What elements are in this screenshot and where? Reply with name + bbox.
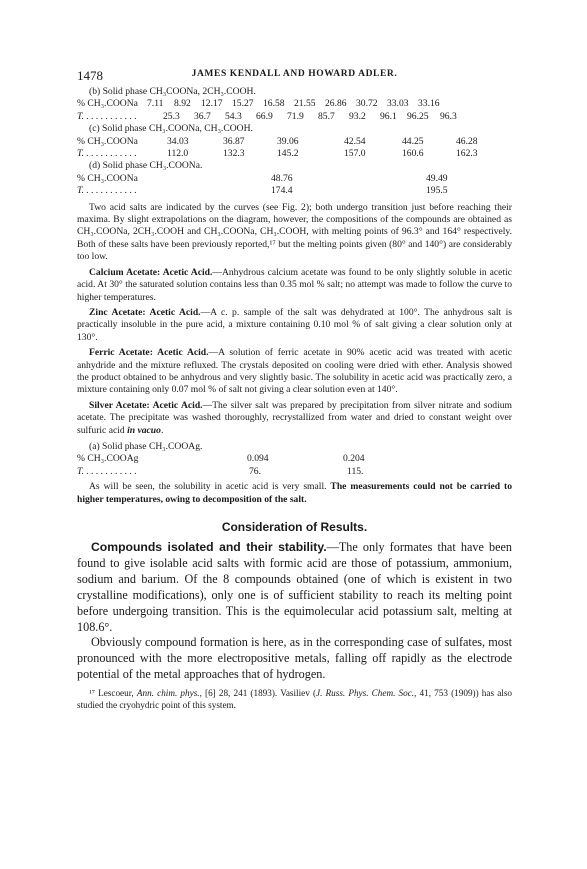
table-d-pct-label: % CH₃.COONa [77, 172, 138, 184]
table-cell: 145.2 [277, 148, 299, 160]
table-c-pct-label: % CH₃.COONa [77, 135, 138, 147]
table-cell: 174.4 [271, 185, 293, 197]
silver-table-pct-row [77, 453, 512, 465]
table-cell: 157.0 [344, 148, 366, 160]
footnote-text: , 41, 753 (1909)) has also studied the cryohydric point of this system. [77, 688, 512, 710]
silver-table [77, 441, 512, 478]
table-cell: 42.54 [344, 135, 366, 147]
table-cell: 34.03 [167, 135, 189, 147]
calcium-heading: Calcium Acetate: Acetic Acid. [89, 266, 213, 278]
zinc-heading: Zinc Acetate: Acetic Acid. [89, 306, 201, 318]
table-cell: 85.7 [318, 110, 335, 122]
table-cell: 195.5 [426, 185, 448, 197]
table-cell: 8.92 [174, 98, 191, 110]
table-c-pct-row [77, 136, 512, 148]
table-b-pct-label: % CH₃.COONa [77, 98, 138, 110]
table-cell: 96.1 [380, 110, 397, 122]
table-d-pct-row [77, 173, 512, 185]
footnote-text: , [6] 28, 241 (1893). Vasiliev ( [199, 688, 317, 699]
paragraph-small-solubility [77, 481, 512, 506]
table-cell: 96.3 [440, 110, 457, 122]
paragraph-zinc [77, 307, 512, 344]
table-cell: 36.7 [194, 110, 211, 122]
table-cell: 36.87 [223, 135, 245, 147]
table-cell: 132.3 [223, 148, 245, 160]
table-c-t-row [77, 148, 512, 160]
table-cell: 48.76 [271, 172, 293, 184]
calcium-text: —Anhydrous calcium acetate was found to be only slightly soluble in acetic acid. At 30° the saturated solution contains less than 0.35 mol % salt; no attempt was made to follow the curve to higher temperatures. [77, 266, 512, 303]
silver-text-end: . [160, 424, 164, 436]
table-cell: 93.2 [349, 110, 366, 122]
table-b-phase: (b) Solid phase CH₃COONa, 2CH₃.COOH. [89, 86, 256, 97]
zinc-text: —A c. p. sample of the salt was dehydrated at 100°. The anhydrous salt is practically insoluble in the pure acid, a mixture containing 0.10 mol % of salt giving a clear solution only at 130°. [77, 306, 512, 343]
table-cell: 15.27 [232, 98, 254, 110]
silver-table-pct-label: % CH₃.COOAg [77, 453, 139, 465]
table-cell: 33.16 [418, 98, 440, 110]
silver-text-italic: in vacuo [127, 424, 161, 436]
table-b-t-label: T. . . . . . . . . . . . [77, 110, 137, 122]
results-text-1: —The only formates that have been found to give isolable acid salts with formic acid are those of potassium, ammonium, sodium and barium. Of the 8 compounds obtained (one of which is existent in two crystalline modifications), only one is of sufficient stability to reach its melting point before undergoing transition. This is the equimolecular acid potassium salt, melting at 108.6°. [77, 540, 512, 634]
page-header [77, 68, 512, 86]
table-cell: 66.9 [256, 110, 273, 122]
table-cell: 76. [249, 465, 261, 477]
paragraph-two-acid: Two acid salts are indicated by the curves (see Fig. 2); both undergo transition just before reaching their maxima. By slight extrapolations on the diagram, however, the compositions of the compounds are obtained as CH₃.COONa, 2CH₃.COOH and CH₃.COONa, CH₃.COOH, with melting points of 96.3° and 164° respectively. Both of these salts have been previously reported,¹⁷ but the melting points given (80° and 140°) are considerably too low. [77, 201, 512, 263]
table-cell: 21.55 [294, 98, 316, 110]
paragraph-ferric [77, 347, 512, 397]
table-cell: 0.094 [247, 453, 269, 465]
footnote-17 [77, 688, 512, 712]
small-solubility-bold: The measurements could not be carried to higher temperatures, owing to decomposition of the salt. [77, 481, 512, 505]
paragraph-calcium [77, 267, 512, 304]
table-cell: 96.25 [407, 110, 429, 122]
page-number: 1478 [77, 68, 103, 83]
table-cell: 7.11 [147, 98, 164, 110]
table-cell: 112.0 [167, 148, 189, 160]
table-b-t-row [77, 111, 512, 123]
ferric-heading: Ferric Acetate: Acetic Acid. [89, 347, 209, 359]
footnote-journal: J. Russ. Phys. Chem. Soc. [316, 688, 415, 699]
table-cell: 0.204 [343, 453, 365, 465]
running-title: JAMES KENDALL AND HOWARD ADLER. [191, 69, 398, 79]
table-cell: 12.17 [201, 98, 223, 110]
data-tables-top [77, 86, 512, 198]
small-solubility-text: As will be seen, the solubility in acetic acid is very small. [89, 481, 331, 493]
paragraph-results-1 [77, 540, 512, 635]
silver-heading: Silver Acetate: Acetic Acid. [89, 399, 203, 411]
table-cell: 160.6 [402, 148, 424, 160]
table-b-pct-row [77, 98, 512, 110]
table-c-t-label: T. . . . . . . . . . . . [77, 148, 137, 160]
results-heading: Compounds isolated and their stability. [91, 540, 327, 554]
table-cell: 162.3 [456, 148, 478, 160]
table-cell: 26.86 [325, 98, 347, 110]
body-small [77, 202, 512, 506]
silver-text: —The silver salt was prepared by precipitation from silver nitrate and sodium acetate. The precipitate was washed thoroughly, recrystallized from water and dried to constant weight over sulfuric acid [77, 399, 513, 436]
footnote [77, 688, 512, 712]
silver-table-t-label: T. . . . . . . . . . . . [77, 465, 137, 477]
table-cell: 54.3 [225, 110, 242, 122]
table-cell: 33.03 [387, 98, 409, 110]
page [77, 68, 512, 712]
table-cell: 115. [347, 465, 364, 477]
table-cell: 30.72 [356, 98, 378, 110]
table-d-phase: (d) Solid phase CH₃.COONa. [89, 160, 203, 172]
footnote-journal: Ann. chim. phys. [136, 688, 200, 699]
section-title: Consideration of Results. [221, 520, 368, 534]
table-cell: 44.25 [402, 135, 424, 147]
footnote-marker: ¹⁷ [89, 688, 95, 699]
silver-table-phase: (a) Solid phase CH₃.COOAg. [89, 440, 203, 452]
ferric-text: —A solution of ferric acetate in 90% acetic acid was treated with acetic anhydride and the mixture refluxed. The crystals deposited on cooling were dried with ether. Analysis showed the product obtained to be anhydrous and very slightly basic. The solubility in acetic acid was practically zero, a mixture containing only 0.07 mol % of salt not giving a clear solution even at 140°. [77, 347, 512, 396]
footnote-text: Lescoeur, [94, 688, 137, 699]
paragraph-results-2: Obviously compound formation is here, as in the corresponding case of sulfates, most pronounced with the more electropositive metals, falling off rapidly as the electrode potential of the metal approaches that of hydrogen. [77, 635, 512, 682]
silver-table-t-row [77, 466, 512, 478]
table-cell: 71.9 [287, 110, 304, 122]
table-cell: 39.06 [277, 135, 299, 147]
table-cell: 49.49 [426, 172, 448, 184]
paragraph-silver [77, 400, 512, 437]
table-cell: 16.58 [263, 98, 285, 110]
table-cell: 25.3 [163, 110, 180, 122]
table-c-phase: (c) Solid phase CH₃.COONa, CH₃.COOH. [89, 123, 253, 135]
table-cell: 46.28 [456, 135, 478, 147]
table-d-t-label: T. . . . . . . . . . . . [77, 185, 137, 197]
results-section [77, 540, 512, 683]
table-d-t-row [77, 185, 512, 197]
